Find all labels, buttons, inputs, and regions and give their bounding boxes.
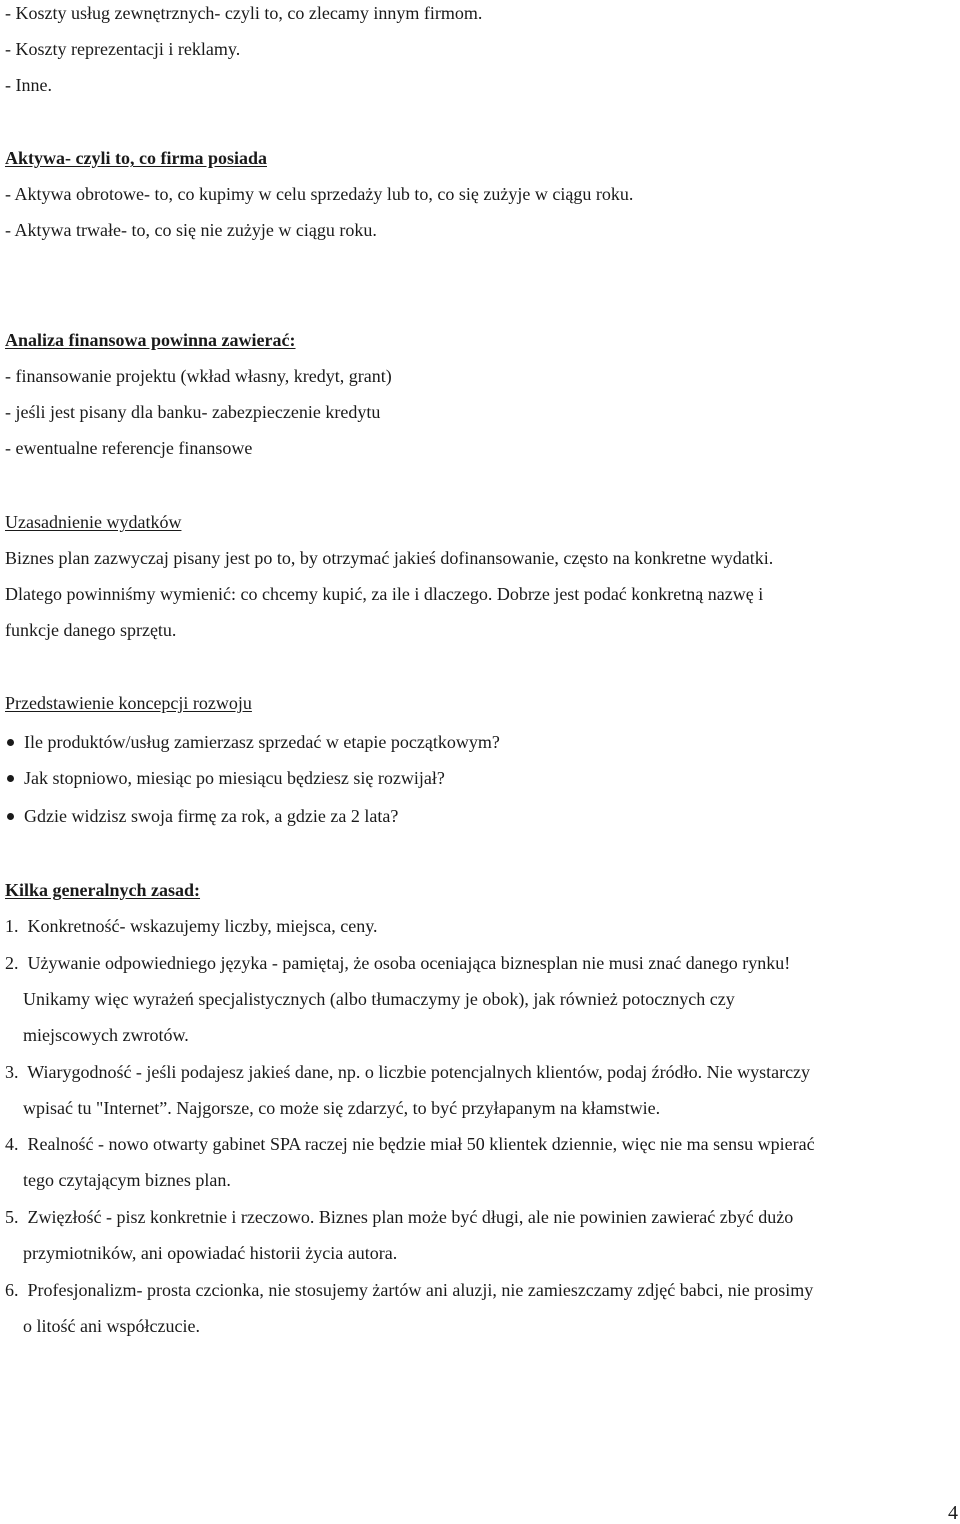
page-number: 4 bbox=[948, 1502, 958, 1524]
rule-continuation: tego czytającym biznes plan. bbox=[23, 1170, 231, 1190]
rule-continuation: wpisać tu "Internet”. Najgorsze, co może się zdarzyć, to być przyłapanym na kłamstwie. bbox=[23, 1098, 661, 1118]
assets-item: - Aktywa obrotowe- to, co kupimy w celu sprzedaży lub to, co się zużyje w ciągu roku. bbox=[5, 184, 634, 204]
bullet-icon bbox=[7, 739, 14, 746]
rule-continuation: przymiotników, ani opowiadać historii życia autora. bbox=[23, 1243, 398, 1263]
rule-number: 4. bbox=[5, 1134, 19, 1154]
rule-item bbox=[5, 1279, 813, 1301]
expenses-line: funkcje danego sprzętu. bbox=[5, 620, 177, 640]
rule-number: 1. bbox=[5, 916, 19, 936]
rule-text: Używanie odpowiedniego języka - pamiętaj, że osoba oceniająca biznesplan nie musi znać danego rynku! bbox=[27, 953, 791, 973]
costs-item: - Koszty reprezentacji i reklamy. bbox=[5, 39, 241, 59]
rule-item bbox=[5, 1206, 793, 1228]
financial-analysis-item: - ewentualne referencje finansowe bbox=[5, 438, 253, 458]
bullet-icon bbox=[7, 813, 14, 820]
rule-text: Realność - nowo otwarty gabinet SPA raczej nie będzie miał 50 klientek dziennie, więc nie ma sensu wpierać bbox=[27, 1134, 815, 1154]
development-bullet-text: Gdzie widzisz swoja firmę za rok, a gdzie za 2 lata? bbox=[24, 806, 399, 826]
rule-text: Profesjonalizm- prosta czcionka, nie stosujemy żartów ani aluzji, nie zamieszczamy zdjęć babci, nie prosimy bbox=[27, 1280, 814, 1300]
rule-text: Konkretność- wskazujemy liczby, miejsca, ceny. bbox=[27, 916, 378, 936]
development-heading: Przedstawienie koncepcji rozwoju bbox=[5, 693, 252, 713]
financial-analysis-heading: Analiza finansowa powinna zawierać: bbox=[5, 330, 296, 350]
rule-item bbox=[5, 915, 378, 937]
development-bullet bbox=[5, 731, 500, 753]
expenses-line: Dlatego powinniśmy wymienić: co chcemy kupić, za ile i dlaczego. Dobrze jest podać konkretną nazwę i bbox=[5, 584, 764, 604]
rule-continuation: o litość ani współczucie. bbox=[23, 1316, 200, 1336]
rule-number: 5. bbox=[5, 1207, 19, 1227]
assets-heading: Aktywa- czyli to, co firma posiada bbox=[5, 148, 267, 168]
development-bullet-text: Jak stopniowo, miesiąc po miesiącu będziesz się rozwijał? bbox=[24, 768, 445, 788]
rule-item bbox=[5, 1133, 815, 1155]
development-bullet bbox=[5, 767, 445, 789]
costs-item: - Inne. bbox=[5, 75, 52, 95]
rule-item bbox=[5, 1061, 810, 1083]
expenses-line: Biznes plan zazwyczaj pisany jest po to, by otrzymać jakieś dofinansowanie, często na konkretne wydatki. bbox=[5, 548, 774, 568]
rule-item bbox=[5, 952, 790, 974]
financial-analysis-item: - jeśli jest pisany dla banku- zabezpieczenie kredytu bbox=[5, 402, 381, 422]
rule-continuation: Unikamy więc wyrażeń specjalistycznych (albo tłumaczymy je obok), jak również potocznych czy bbox=[23, 989, 735, 1009]
development-bullet-text: Ile produktów/usług zamierzasz sprzedać w etapie początkowym? bbox=[24, 732, 500, 752]
rules-heading: Kilka generalnych zasad: bbox=[5, 880, 201, 900]
financial-analysis-item: - finansowanie projektu (wkład własny, kredyt, grant) bbox=[5, 366, 392, 386]
bullet-icon bbox=[7, 775, 14, 782]
assets-item: - Aktywa trwałe- to, co się nie zużyje w ciągu roku. bbox=[5, 220, 377, 240]
rule-continuation: miejscowych zwrotów. bbox=[23, 1025, 189, 1045]
costs-item: - Koszty usług zewnętrznych- czyli to, co zlecamy innym firmom. bbox=[5, 3, 483, 23]
rule-text: Zwięzłość - pisz konkretnie i rzeczowo. Biznes plan może być długi, ale nie powinien zawierać zbyć dużo bbox=[27, 1207, 794, 1227]
development-bullet bbox=[5, 805, 398, 827]
rule-number: 6. bbox=[5, 1280, 19, 1300]
rule-number: 3. bbox=[5, 1062, 19, 1082]
expenses-heading: Uzasadnienie wydatków bbox=[5, 512, 182, 532]
rule-text: Wiarygodność - jeśli podajesz jakieś dane, np. o liczbie potencjalnych klientów, podaj źródło. Nie wystarczy bbox=[27, 1062, 811, 1082]
rule-number: 2. bbox=[5, 953, 19, 973]
